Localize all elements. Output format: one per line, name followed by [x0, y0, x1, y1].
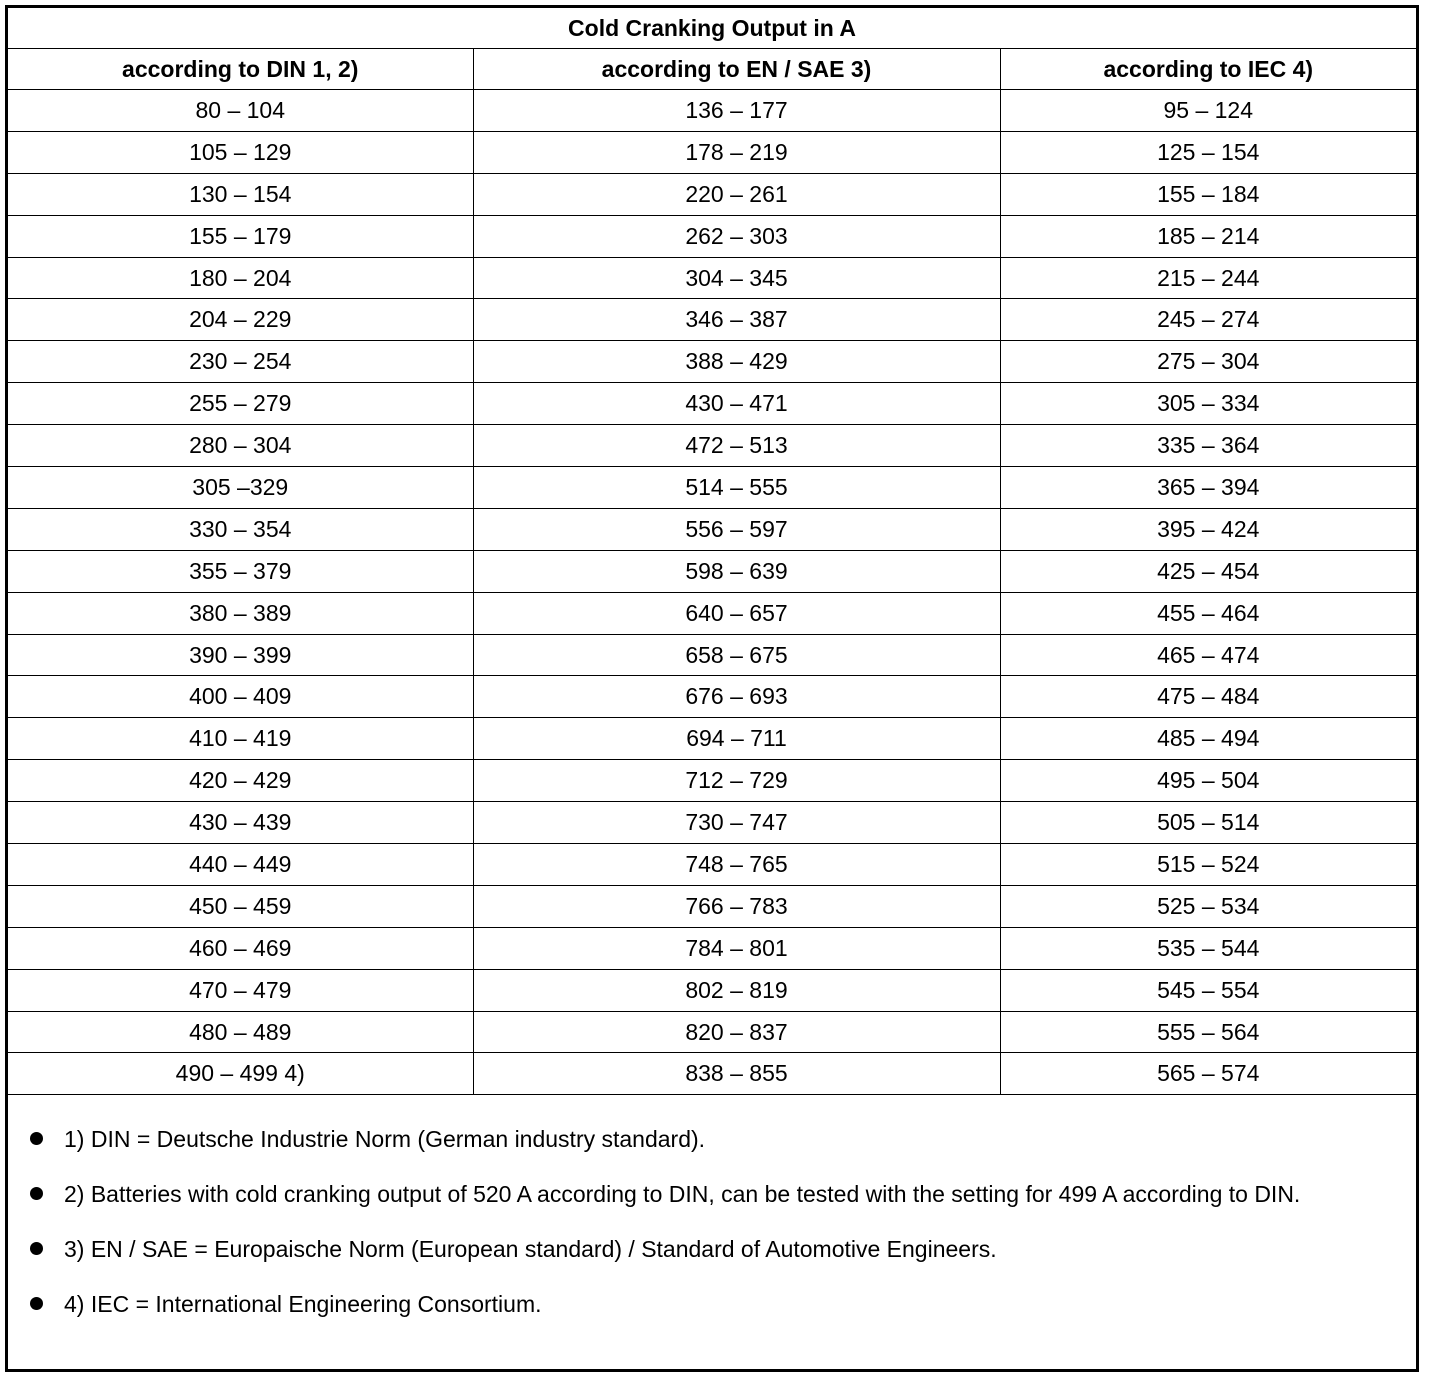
din-value-cell: 430 – 439: [8, 802, 473, 844]
iec-value-cell: 555 – 564: [1000, 1011, 1416, 1053]
din-value-cell: 450 – 459: [8, 885, 473, 927]
din-value-cell: 180 – 204: [8, 257, 473, 299]
din-value-cell: 280 – 304: [8, 425, 473, 467]
table-body: [8, 90, 1416, 1095]
table-row: [8, 550, 1416, 592]
footnote-item: [30, 1181, 1300, 1208]
din-value-cell: 440 – 449: [8, 844, 473, 886]
iec-value-cell: 155 – 184: [1000, 173, 1416, 215]
table-title: Cold Cranking Output in A: [8, 8, 1416, 49]
table-row: [8, 383, 1416, 425]
din-value-cell: 155 – 179: [8, 215, 473, 257]
din-value-cell: 420 – 429: [8, 760, 473, 802]
table-row: [8, 131, 1416, 173]
en-sae-value-cell: 556 – 597: [473, 508, 1000, 550]
cranking-output-table: [8, 8, 1416, 1095]
iec-value-cell: 305 – 334: [1000, 383, 1416, 425]
en-sae-value-cell: 712 – 729: [473, 760, 1000, 802]
din-value-cell: 460 – 469: [8, 927, 473, 969]
iec-value-cell: 215 – 244: [1000, 257, 1416, 299]
column-header-en-sae: according to EN / SAE 3): [473, 49, 1000, 90]
iec-value-cell: 495 – 504: [1000, 760, 1416, 802]
table-row: [8, 508, 1416, 550]
din-value-cell: 130 – 154: [8, 173, 473, 215]
din-value-cell: 204 – 229: [8, 299, 473, 341]
en-sae-value-cell: 766 – 783: [473, 885, 1000, 927]
en-sae-value-cell: 220 – 261: [473, 173, 1000, 215]
din-value-cell: 410 – 419: [8, 718, 473, 760]
din-value-cell: 490 – 499 4): [8, 1053, 473, 1095]
table-row: [8, 969, 1416, 1011]
table-row: [8, 1053, 1416, 1095]
din-value-cell: 470 – 479: [8, 969, 473, 1011]
din-value-cell: 255 – 279: [8, 383, 473, 425]
iec-value-cell: 95 – 124: [1000, 90, 1416, 132]
iec-value-cell: 335 – 364: [1000, 425, 1416, 467]
en-sae-value-cell: 430 – 471: [473, 383, 1000, 425]
cranking-output-document: [5, 5, 1419, 1372]
table-row: [8, 634, 1416, 676]
din-value-cell: 230 – 254: [8, 341, 473, 383]
en-sae-value-cell: 136 – 177: [473, 90, 1000, 132]
table-row: [8, 927, 1416, 969]
din-value-cell: 380 – 389: [8, 592, 473, 634]
column-header-din: according to DIN 1, 2): [8, 49, 473, 90]
footnote-text: 1) DIN = Deutsche Industrie Norm (German industry standard).: [64, 1126, 706, 1152]
en-sae-value-cell: 346 – 387: [473, 299, 1000, 341]
din-value-cell: 105 – 129: [8, 131, 473, 173]
bullet-icon: [30, 1297, 43, 1310]
din-value-cell: 305 –329: [8, 467, 473, 509]
din-value-cell: 80 – 104: [8, 90, 473, 132]
en-sae-value-cell: 178 – 219: [473, 131, 1000, 173]
en-sae-value-cell: 802 – 819: [473, 969, 1000, 1011]
iec-value-cell: 365 – 394: [1000, 467, 1416, 509]
en-sae-value-cell: 676 – 693: [473, 676, 1000, 718]
en-sae-value-cell: 694 – 711: [473, 718, 1000, 760]
iec-value-cell: 245 – 274: [1000, 299, 1416, 341]
table-row: [8, 299, 1416, 341]
footnote-item: [30, 1236, 997, 1263]
en-sae-value-cell: 262 – 303: [473, 215, 1000, 257]
din-value-cell: 330 – 354: [8, 508, 473, 550]
iec-value-cell: 565 – 574: [1000, 1053, 1416, 1095]
table-row: [8, 1011, 1416, 1053]
table-row: [8, 425, 1416, 467]
iec-value-cell: 505 – 514: [1000, 802, 1416, 844]
en-sae-value-cell: 820 – 837: [473, 1011, 1000, 1053]
iec-value-cell: 525 – 534: [1000, 885, 1416, 927]
iec-value-cell: 395 – 424: [1000, 508, 1416, 550]
table-row: [8, 90, 1416, 132]
en-sae-value-cell: 514 – 555: [473, 467, 1000, 509]
table-row: [8, 592, 1416, 634]
en-sae-value-cell: 598 – 639: [473, 550, 1000, 592]
din-value-cell: 400 – 409: [8, 676, 473, 718]
din-value-cell: 480 – 489: [8, 1011, 473, 1053]
en-sae-value-cell: 640 – 657: [473, 592, 1000, 634]
bullet-icon: [30, 1132, 43, 1145]
en-sae-value-cell: 388 – 429: [473, 341, 1000, 383]
table-row: [8, 173, 1416, 215]
en-sae-value-cell: 658 – 675: [473, 634, 1000, 676]
iec-value-cell: 535 – 544: [1000, 927, 1416, 969]
iec-value-cell: 545 – 554: [1000, 969, 1416, 1011]
footnote-item: [30, 1291, 542, 1318]
table-row: [8, 718, 1416, 760]
table-row: [8, 844, 1416, 886]
table-row: [8, 341, 1416, 383]
en-sae-value-cell: 730 – 747: [473, 802, 1000, 844]
table-row: [8, 802, 1416, 844]
footnote-text: 2) Batteries with cold cranking output of 520 A according to DIN, can be tested with the setting for 499 A according to DIN.: [64, 1181, 1301, 1207]
en-sae-value-cell: 784 – 801: [473, 927, 1000, 969]
bullet-icon: [30, 1242, 43, 1255]
table-row: [8, 257, 1416, 299]
din-value-cell: 390 – 399: [8, 634, 473, 676]
table-row: [8, 676, 1416, 718]
iec-value-cell: 465 – 474: [1000, 634, 1416, 676]
iec-value-cell: 185 – 214: [1000, 215, 1416, 257]
iec-value-cell: 455 – 464: [1000, 592, 1416, 634]
table-row: [8, 760, 1416, 802]
footnote-text: 4) IEC = International Engineering Consortium.: [64, 1291, 542, 1317]
footnote-item: [30, 1126, 705, 1153]
bullet-icon: [30, 1187, 43, 1200]
din-value-cell: 355 – 379: [8, 550, 473, 592]
en-sae-value-cell: 472 – 513: [473, 425, 1000, 467]
en-sae-value-cell: 304 – 345: [473, 257, 1000, 299]
iec-value-cell: 485 – 494: [1000, 718, 1416, 760]
table-row: [8, 215, 1416, 257]
iec-value-cell: 515 – 524: [1000, 844, 1416, 886]
table-row: [8, 885, 1416, 927]
en-sae-value-cell: 748 – 765: [473, 844, 1000, 886]
table-row: [8, 467, 1416, 509]
iec-value-cell: 275 – 304: [1000, 341, 1416, 383]
iec-value-cell: 475 – 484: [1000, 676, 1416, 718]
footnote-text: 3) EN / SAE = Europaische Norm (European standard) / Standard of Automotive Engineers.: [64, 1236, 997, 1262]
column-header-iec: according to IEC 4): [1000, 49, 1416, 90]
iec-value-cell: 125 – 154: [1000, 131, 1416, 173]
iec-value-cell: 425 – 454: [1000, 550, 1416, 592]
en-sae-value-cell: 838 – 855: [473, 1053, 1000, 1095]
